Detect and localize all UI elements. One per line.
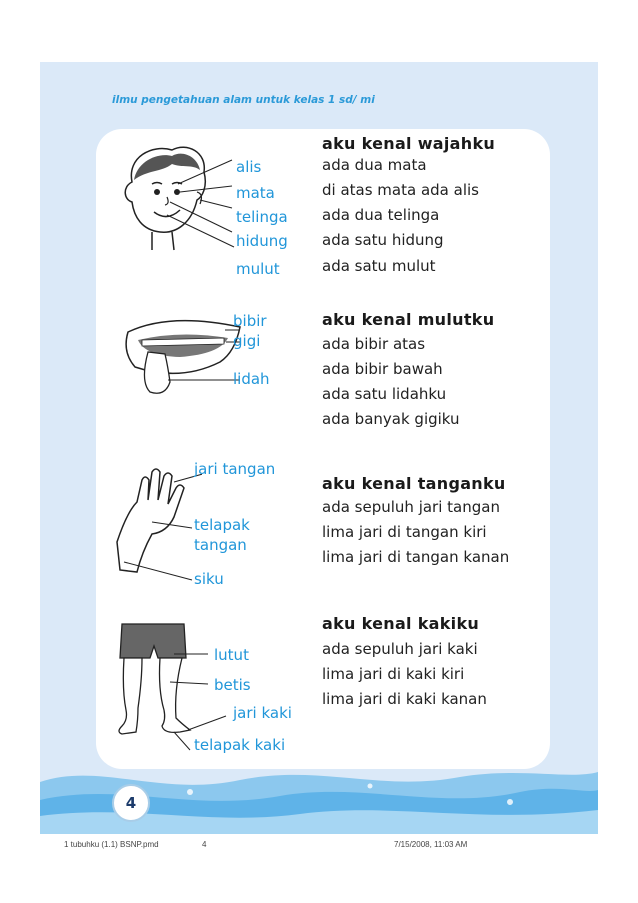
verse-title-kaki: aku kenal kakiku: [322, 614, 480, 633]
label-alis: alis: [236, 158, 262, 176]
label-telapak-kaki: telapak kaki: [194, 736, 286, 754]
verse-line: ada dua mata: [322, 156, 427, 174]
label-bibir: bibir: [233, 312, 267, 330]
label-jari-kaki: jari kaki: [233, 704, 292, 722]
verse-line: ada bibir atas: [322, 335, 426, 353]
verse-line: ada satu hidung: [322, 231, 444, 249]
label-jari-tangan: jari tangan: [194, 460, 276, 478]
verse-line: ada banyak gigiku: [322, 410, 460, 428]
label-gigi: gigi: [233, 332, 261, 350]
verse-line: ada sepuluh jari kaki: [322, 640, 478, 658]
verse-line: lima jari di kaki kanan: [322, 690, 487, 708]
verse-title-tangan: aku kenal tanganku: [322, 474, 506, 493]
verse-line: ada satu lidahku: [322, 385, 447, 403]
verse-line: lima jari di kaki kiri: [322, 665, 465, 683]
label-hidung: hidung: [236, 232, 288, 250]
verse-line: di atas mata ada alis: [322, 181, 479, 199]
label-siku: siku: [194, 570, 224, 588]
footer-timestamp: 7/15/2008, 11:03 AM: [394, 840, 468, 849]
footer-page: 4: [202, 840, 207, 849]
page-header: ilmu pengetahuan alam untuk kelas 1 sd/ mi: [112, 94, 375, 106]
verse-line: ada sepuluh jari tangan: [322, 498, 500, 516]
verse-line: lima jari di tangan kanan: [322, 548, 510, 566]
label-mulut: mulut: [236, 260, 280, 278]
label-telinga: telinga: [236, 208, 288, 226]
label-lidah: lidah: [233, 370, 270, 388]
verse-line: ada bibir bawah: [322, 360, 443, 378]
label-telapak: telapak: [194, 516, 250, 534]
label-mata: mata: [236, 184, 275, 202]
page-number-badge: 4: [112, 784, 150, 822]
label-lutut: lutut: [214, 646, 249, 664]
verse-line: lima jari di tangan kiri: [322, 523, 487, 541]
label-tangan: tangan: [194, 536, 247, 554]
verse-title-mulut: aku kenal mulutku: [322, 310, 495, 329]
hand-illustration: [112, 462, 202, 582]
label-betis: betis: [214, 676, 251, 694]
mouth-illustration: [120, 312, 250, 397]
verse-line: ada satu mulut: [322, 257, 436, 275]
verse-title-wajah: aku kenal wajahku: [322, 134, 496, 153]
verse-line: ada dua telinga: [322, 206, 440, 224]
book-page: [40, 62, 598, 834]
footer-filename: 1 tubuhku (1.1) BSNP.pmd: [64, 840, 159, 849]
